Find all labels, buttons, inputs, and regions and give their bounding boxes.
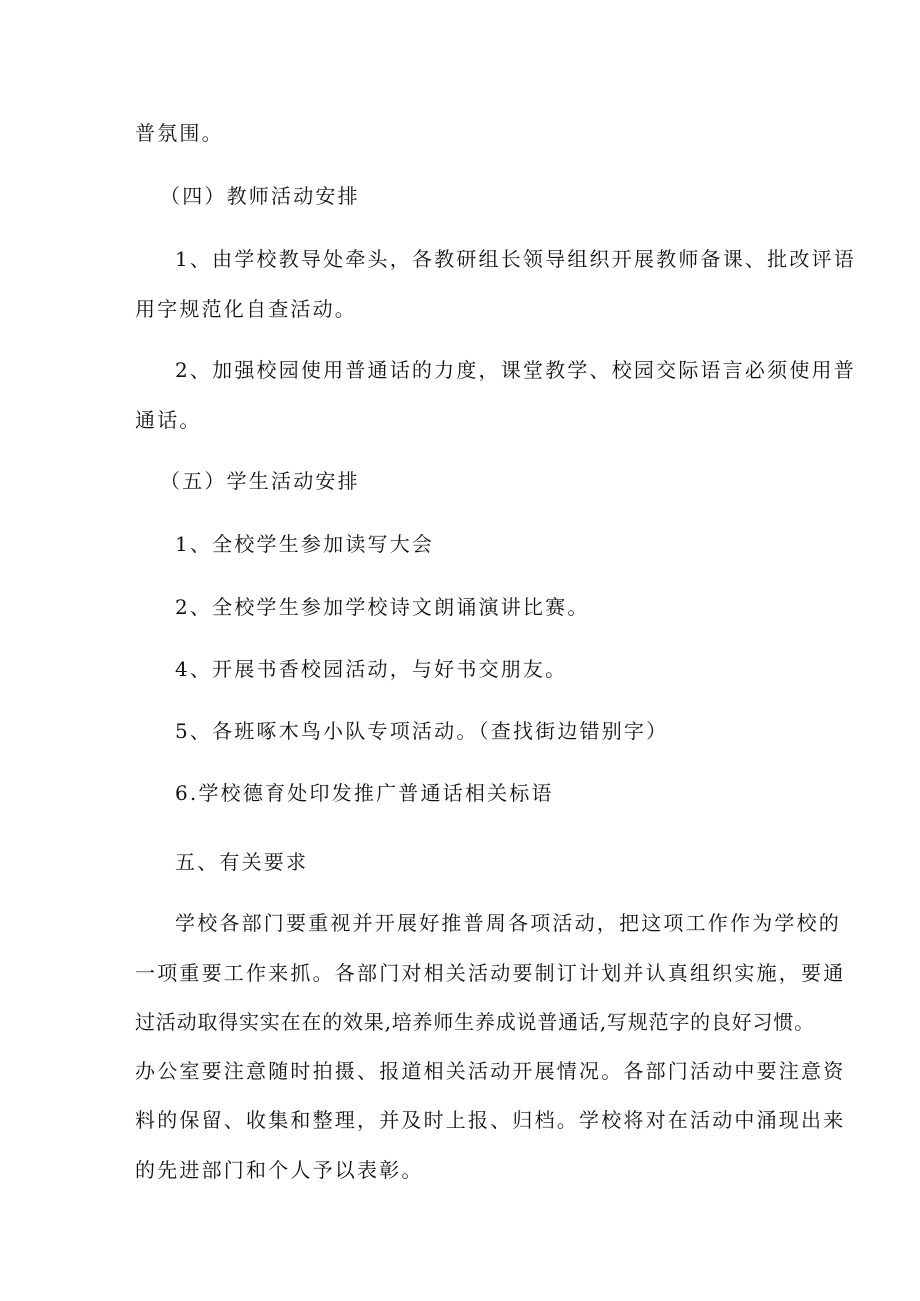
- requirements-line: 过活动取得实实在在的效果,培养师生养成说普通话,写规范字的良好习惯。: [135, 1010, 815, 1034]
- teacher-item-1-line-1: 1、由学校教导处牵头，各教研组长领导组织开展教师备课、批改评语: [175, 247, 856, 271]
- requirements-line: 料的保留、收集和整理，并及时上报、归档。学校将对在活动中涌现出来: [135, 1108, 846, 1132]
- requirements-line: 的先进部门和个人予以表彰。: [135, 1158, 424, 1182]
- section-heading-teacher-activities: （四）教师活动安排: [160, 184, 360, 208]
- teacher-item-2-line-2: 通话。: [135, 408, 202, 432]
- student-item-6: 6.学校德育处印发推广普通话相关标语: [175, 781, 554, 805]
- requirements-line: 一项重要工作来抓。各部门对相关活动要制订计划并认真组织实施，要通: [135, 961, 846, 985]
- paragraph-continuation: 普氛围。: [135, 121, 224, 145]
- teacher-item-1-line-2: 用字规范化自查活动。: [135, 297, 357, 321]
- student-item-1: 1、全校学生参加读写大会: [175, 532, 435, 556]
- requirements-line: 办公室要注意随时拍摄、报道相关活动开展情况。各部门活动中要注意资: [135, 1059, 846, 1083]
- student-item-4: 4、开展书香校园活动，与好书交朋友。: [175, 657, 568, 681]
- section-heading-student-activities: （五）学生活动安排: [160, 469, 360, 493]
- student-item-2: 2、全校学生参加学校诗文朗诵演讲比赛。: [175, 595, 590, 619]
- student-item-5: 5、各班啄木鸟小队专项活动。（查找街边错别字）: [175, 719, 669, 743]
- requirements-line: 学校各部门要重视并开展好推普周各项活动，把这项工作作为学校的: [175, 911, 841, 935]
- teacher-item-2-line-1: 2、加强校园使用普通话的力度，课堂教学、校园交际语言必须使用普: [175, 358, 856, 382]
- section-heading-requirements: 五、有关要求: [175, 850, 309, 874]
